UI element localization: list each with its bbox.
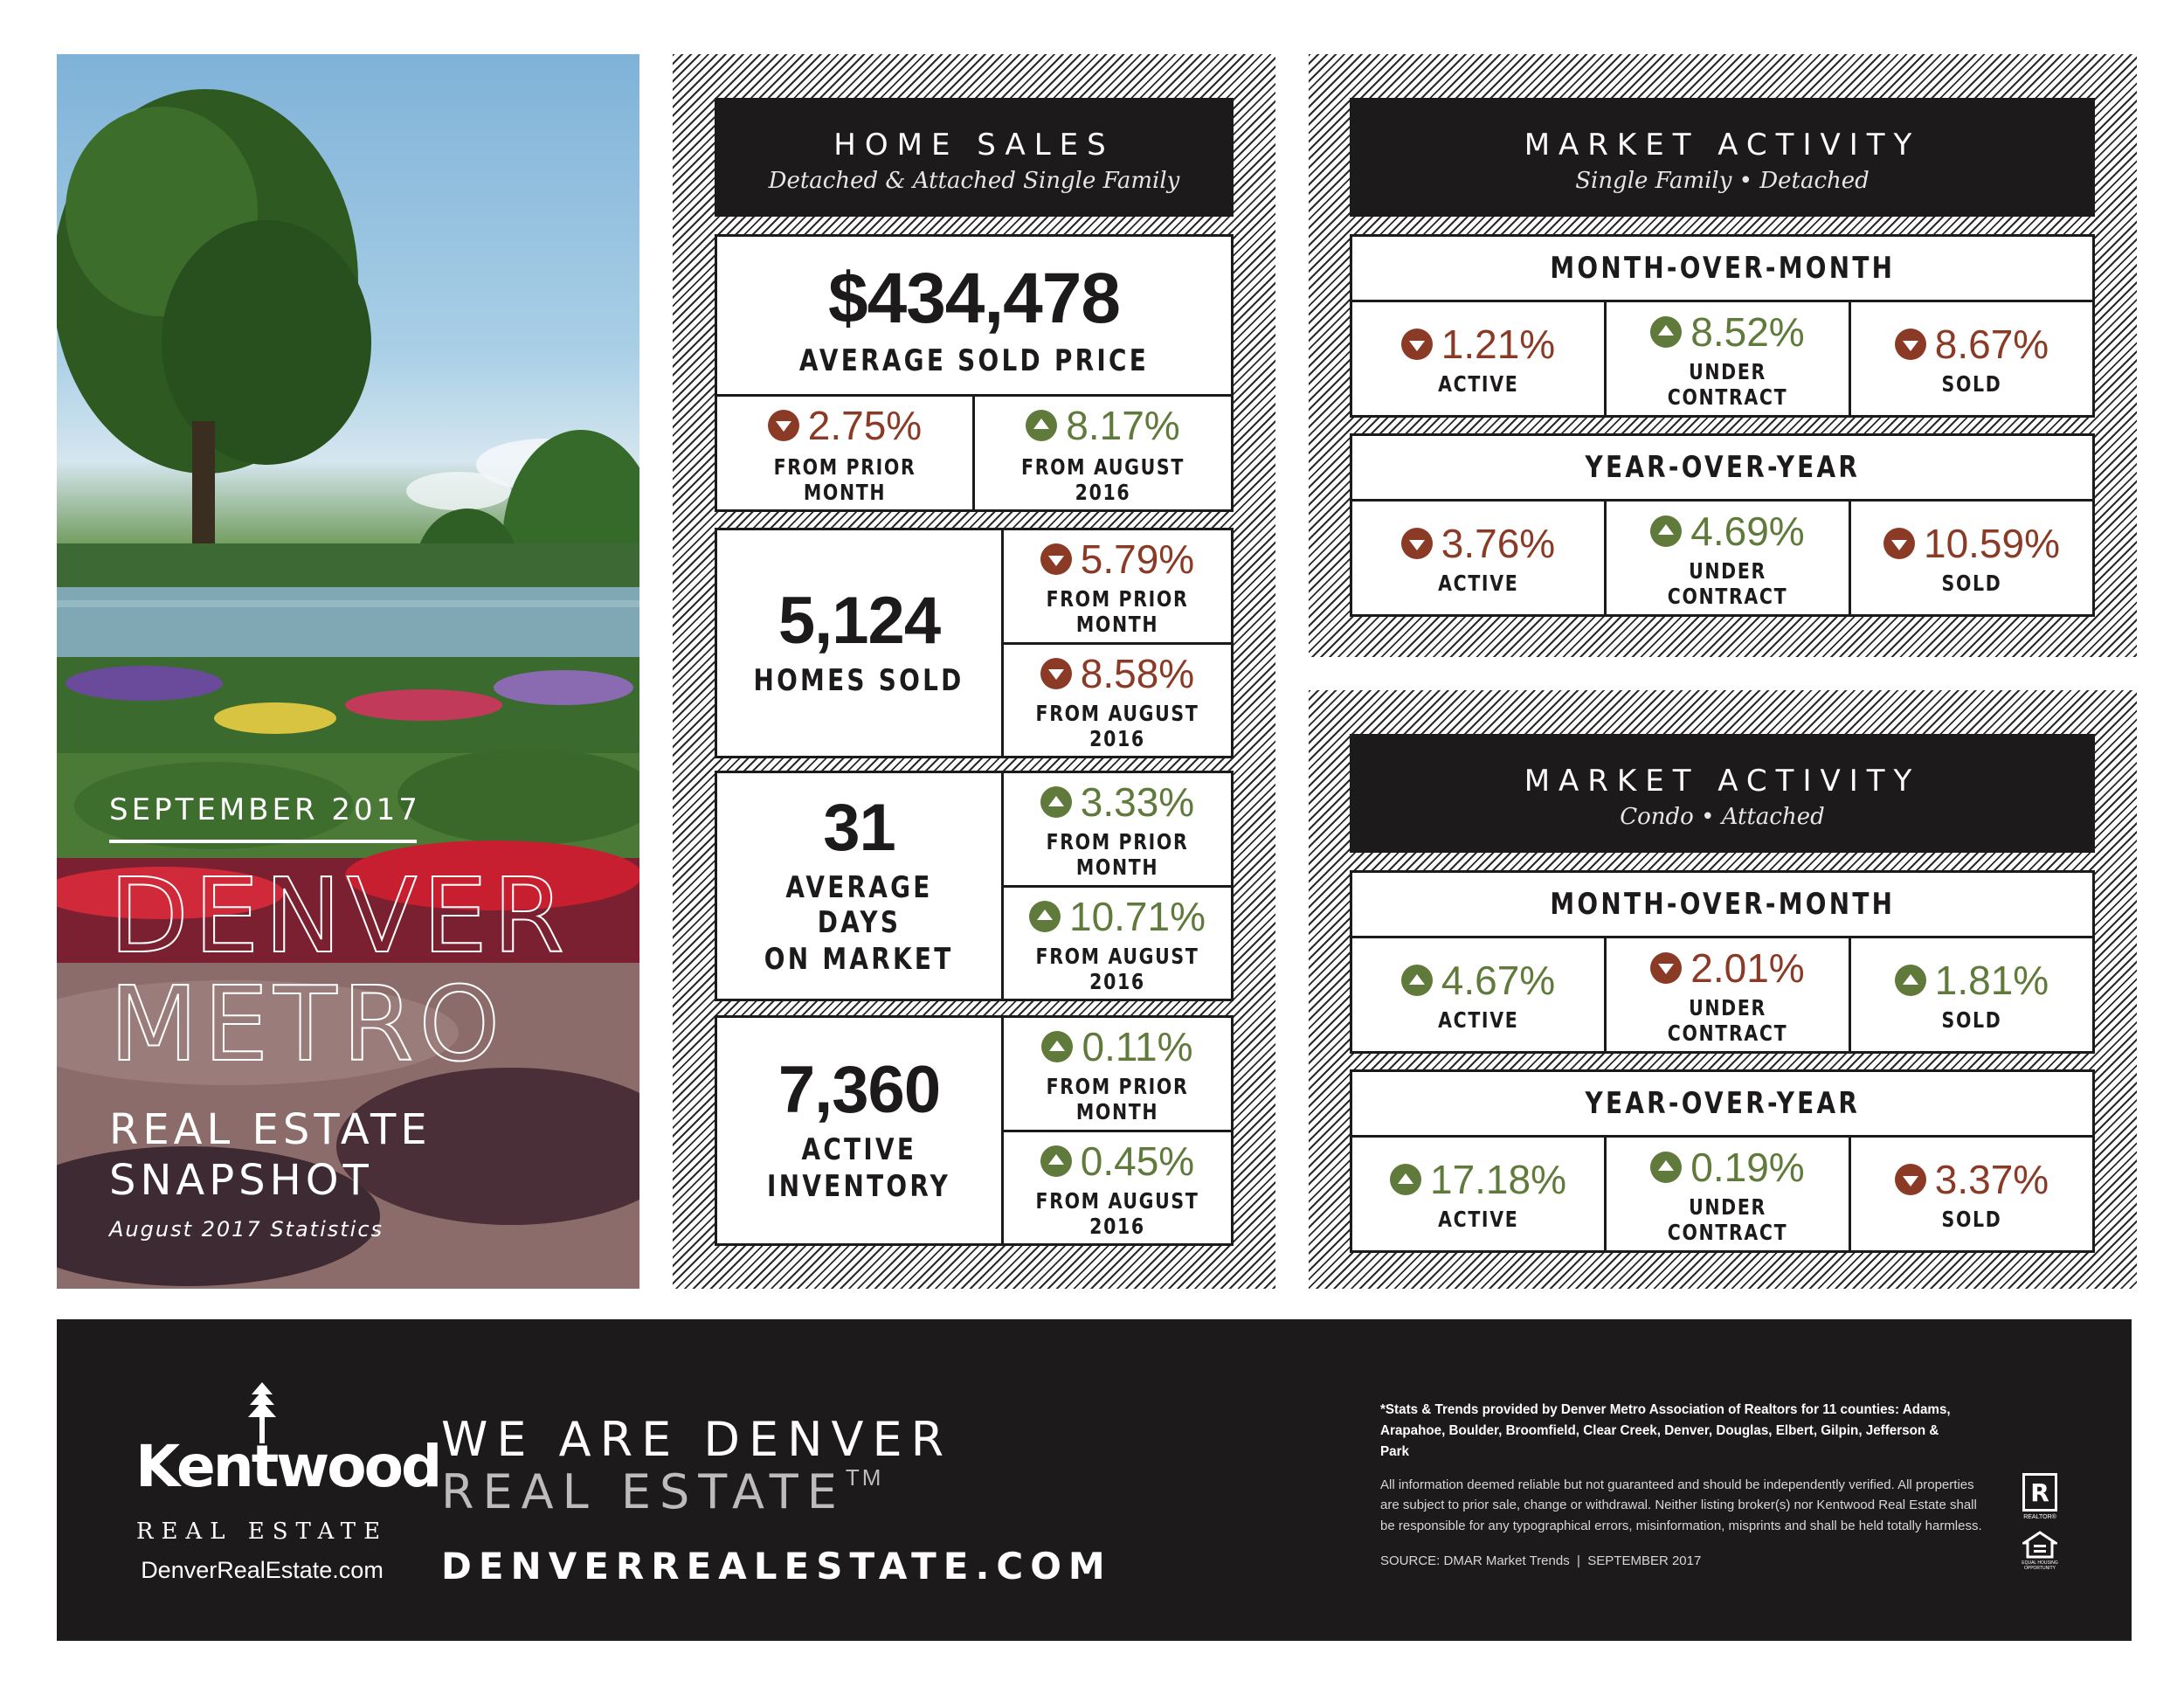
cover-date: SEPTEMBER 2017 bbox=[109, 792, 421, 827]
change-pct: 0.19% bbox=[1690, 1144, 1805, 1190]
change-pct: 3.37% bbox=[1934, 1157, 2049, 1202]
change-pct: 1.81% bbox=[1934, 958, 2049, 1003]
logo-subtitle: REAL ESTATE bbox=[135, 1519, 389, 1545]
change-pct: 3.33% bbox=[1080, 779, 1195, 825]
market-sf-mom-active bbox=[1352, 302, 1604, 415]
realtor-icon: R bbox=[2022, 1473, 2057, 1512]
market-condo-yoy-heading: YEAR-OVER-YEAR bbox=[1585, 1086, 1860, 1121]
change-label: FROM AUGUST 2016 bbox=[1021, 453, 1185, 505]
change-pct: 4.67% bbox=[1441, 958, 1556, 1003]
change-pct: 4.69% bbox=[1690, 508, 1805, 554]
change-label: ACTIVE bbox=[1437, 571, 1519, 596]
change-pct: 8.52% bbox=[1690, 308, 1805, 355]
arrow-up-icon bbox=[1895, 965, 1926, 996]
avg-price-label: AVERAGE SOLD PRICE bbox=[798, 343, 1150, 378]
logo-url[interactable]: DenverRealEstate.com bbox=[141, 1557, 384, 1583]
change-pct: 5.79% bbox=[1080, 536, 1195, 582]
change-label: FROM PRIOR MONTH bbox=[773, 453, 916, 505]
change-label: UNDER CONTRACT bbox=[1667, 358, 1788, 410]
change-label: FROM AUGUST 2016 bbox=[1035, 1187, 1199, 1239]
change-pct: 0.45% bbox=[1080, 1138, 1195, 1184]
arrow-down-icon bbox=[1895, 1164, 1926, 1195]
arrow-up-icon bbox=[1040, 786, 1072, 818]
change-pct: 10.71% bbox=[1068, 893, 1206, 939]
market-condo-mom-under-contract bbox=[1607, 938, 1849, 1051]
inventory-prior-month bbox=[1004, 1018, 1231, 1130]
homes-sold-label: HOMES SOLD bbox=[753, 663, 965, 698]
arrow-down-icon bbox=[1895, 329, 1926, 360]
change-label: SOLD bbox=[1941, 1207, 2002, 1232]
change-pct: 8.17% bbox=[1066, 402, 1180, 448]
change-pct: 2.75% bbox=[807, 402, 923, 448]
inventory-value: 7,360 bbox=[778, 1053, 941, 1127]
arrow-up-icon bbox=[1026, 410, 1057, 441]
cover-subtitle-line2: SNAPSHOT bbox=[109, 1155, 373, 1205]
kentwood-logo bbox=[135, 1382, 440, 1584]
days-on-market-prior-year bbox=[1004, 888, 1231, 999]
market-condo-mom-heading: MONTH-OVER-MONTH bbox=[1550, 887, 1895, 922]
change-label: ACTIVE bbox=[1437, 1007, 1519, 1033]
change-pct: 10.59% bbox=[1923, 521, 2060, 566]
source-note: SOURCE: DMAR Market Trends | SEPTEMBER 2017 bbox=[1380, 1553, 1702, 1568]
market-sf-yoy-sold bbox=[1851, 502, 2092, 614]
market-sf-header bbox=[1350, 98, 2095, 217]
avg-price-prior-year bbox=[975, 397, 1231, 509]
tagline-line1: WE ARE DENVER bbox=[441, 1412, 953, 1467]
homes-sold-prior-month bbox=[1004, 530, 1231, 642]
avg-price-value: $434,478 bbox=[827, 259, 1120, 338]
stats-note: *Stats & Trends provided by Denver Metro Association of Realtors for 11 counties: Adams, Arapahoe, Boulder, Broomfield, Clear Creek, Denver, Douglas, Elbert, Gilpin, Jefferson & Park bbox=[1380, 1402, 1951, 1459]
market-sf-title: MARKET ACTIVITY bbox=[1524, 128, 1921, 163]
change-pct: 8.58% bbox=[1080, 650, 1195, 696]
arrow-up-icon bbox=[1650, 316, 1682, 348]
days-on-market-label-line1: AVERAGE DAYS bbox=[785, 870, 933, 940]
realtor-mark bbox=[2014, 1473, 2066, 1520]
change-label: SOLD bbox=[1941, 571, 2002, 596]
home-sales-subtitle: Detached & Attached Single Family bbox=[768, 168, 1180, 194]
tagline bbox=[441, 1414, 1112, 1588]
cover-date-rule bbox=[109, 840, 417, 843]
homes-sold-card bbox=[715, 528, 1234, 758]
days-on-market-value: 31 bbox=[823, 791, 895, 865]
arrow-up-icon bbox=[1650, 1152, 1682, 1183]
arrow-up-icon bbox=[1029, 901, 1061, 932]
tagline-line2: REAL ESTATE bbox=[441, 1464, 846, 1520]
arrow-up-icon bbox=[1390, 1164, 1421, 1195]
cover-subtitle-line1: REAL ESTATE bbox=[109, 1104, 432, 1154]
market-condo-header bbox=[1350, 734, 2095, 853]
change-pct: 2.01% bbox=[1690, 944, 1805, 991]
change-label: ACTIVE bbox=[1437, 1207, 1519, 1232]
change-label: ACTIVE bbox=[1437, 371, 1519, 397]
disclaimer-block bbox=[1380, 1400, 1992, 1568]
arrow-down-icon bbox=[1883, 528, 1915, 559]
arrow-down-icon bbox=[1401, 329, 1433, 360]
home-sales-header bbox=[715, 98, 1234, 217]
arrow-up-icon bbox=[1040, 1145, 1072, 1177]
inventory-label-line2: INVENTORY bbox=[767, 1169, 951, 1204]
change-label: FROM PRIOR MONTH bbox=[1046, 1074, 1189, 1124]
home-sales-title: HOME SALES bbox=[833, 128, 1115, 163]
logo-wordmark: Kentwood bbox=[135, 1433, 440, 1500]
arrow-down-icon bbox=[768, 410, 799, 441]
market-condo-mom-active bbox=[1352, 938, 1604, 1051]
market-sf-yoy-active bbox=[1352, 502, 1604, 614]
market-condo-yoy-card bbox=[1350, 1069, 2095, 1253]
cover-city-line1: DENVER bbox=[109, 855, 570, 976]
cover-title-block bbox=[109, 792, 570, 1242]
cover-city-line2: METRO bbox=[109, 963, 506, 1084]
homes-sold-value: 5,124 bbox=[778, 584, 941, 658]
inventory-label-line1: ACTIVE bbox=[801, 1132, 917, 1167]
arrow-up-icon bbox=[1650, 515, 1682, 547]
avg-price-prior-month bbox=[717, 397, 972, 509]
market-condo-yoy-active bbox=[1352, 1138, 1604, 1250]
market-sf-mom-sold bbox=[1851, 302, 2092, 415]
market-condo-mom-sold bbox=[1851, 938, 2092, 1051]
arrow-down-icon bbox=[1040, 658, 1072, 689]
market-sf-yoy-heading: YEAR-OVER-YEAR bbox=[1585, 450, 1860, 485]
market-sf-yoy-card bbox=[1350, 433, 2095, 617]
cover-photo bbox=[57, 54, 639, 1289]
trademark: TM bbox=[845, 1464, 884, 1491]
market-condo-title: MARKET ACTIVITY bbox=[1524, 764, 1921, 799]
arrow-up-icon bbox=[1401, 965, 1433, 996]
market-condo-mom-card bbox=[1350, 870, 2095, 1054]
market-condo-subtitle: Condo • Attached bbox=[1620, 804, 1825, 830]
disclaimer-text: All information deemed reliable but not guaranteed and should be independently verified. All properties are subject to prior sale, change or withdrawal. Neither listing broker(s) nor Kentwood Real Estate shall be responsible for any typographical errors, misinformation, misprints and shall be held totally harmless. bbox=[1380, 1477, 1982, 1533]
change-pct: 8.67% bbox=[1934, 322, 2049, 367]
change-label: SOLD bbox=[1941, 1007, 2002, 1033]
change-label: UNDER CONTRACT bbox=[1667, 994, 1788, 1046]
avg-price-card bbox=[715, 234, 1234, 512]
change-label: UNDER CONTRACT bbox=[1667, 1193, 1788, 1245]
arrow-down-icon bbox=[1401, 528, 1433, 559]
inventory-prior-year bbox=[1004, 1132, 1231, 1243]
change-pct: 3.76% bbox=[1441, 521, 1556, 566]
change-label: FROM AUGUST 2016 bbox=[1035, 943, 1199, 994]
market-sf-mom-heading: MONTH-OVER-MONTH bbox=[1550, 251, 1895, 286]
market-sf-mom-under-contract bbox=[1607, 302, 1849, 415]
change-label: SOLD bbox=[1941, 371, 2002, 397]
site-url[interactable]: DENVERREALESTATE.COM bbox=[441, 1544, 1112, 1588]
days-on-market-card bbox=[715, 771, 1234, 1001]
arrow-down-icon bbox=[1650, 952, 1682, 984]
footer bbox=[57, 1319, 2132, 1641]
market-condo-yoy-sold bbox=[1851, 1138, 2092, 1250]
market-sf-mom-card bbox=[1350, 234, 2095, 418]
market-sf-yoy-under-contract bbox=[1607, 502, 1849, 614]
change-label: FROM PRIOR MONTH bbox=[1046, 586, 1189, 637]
equal-housing-icon bbox=[2022, 1531, 2057, 1559]
change-label: FROM AUGUST 2016 bbox=[1035, 700, 1199, 751]
arrow-down-icon bbox=[1040, 543, 1072, 575]
cover-stats-note: August 2017 Statistics bbox=[109, 1216, 384, 1242]
homes-sold-prior-year bbox=[1004, 645, 1231, 756]
change-label: FROM PRIOR MONTH bbox=[1046, 829, 1189, 880]
days-on-market-label-line2: ON MARKET bbox=[764, 942, 954, 977]
days-on-market-prior-month bbox=[1004, 773, 1231, 885]
change-pct: 17.18% bbox=[1429, 1157, 1566, 1202]
equal-housing-label: EQUAL HOUSING OPPORTUNITY bbox=[2022, 1560, 2058, 1571]
arrow-up-icon bbox=[1041, 1031, 1073, 1062]
equal-housing-mark bbox=[2014, 1531, 2066, 1571]
change-pct: 0.11% bbox=[1082, 1024, 1193, 1069]
change-label: UNDER CONTRACT bbox=[1667, 557, 1788, 609]
inventory-card bbox=[715, 1015, 1234, 1246]
market-condo-yoy-under-contract bbox=[1607, 1138, 1849, 1250]
market-sf-subtitle: Single Family • Detached bbox=[1575, 168, 1870, 194]
realtor-label: REALTOR® bbox=[2023, 1514, 2056, 1520]
change-pct: 1.21% bbox=[1441, 322, 1556, 367]
